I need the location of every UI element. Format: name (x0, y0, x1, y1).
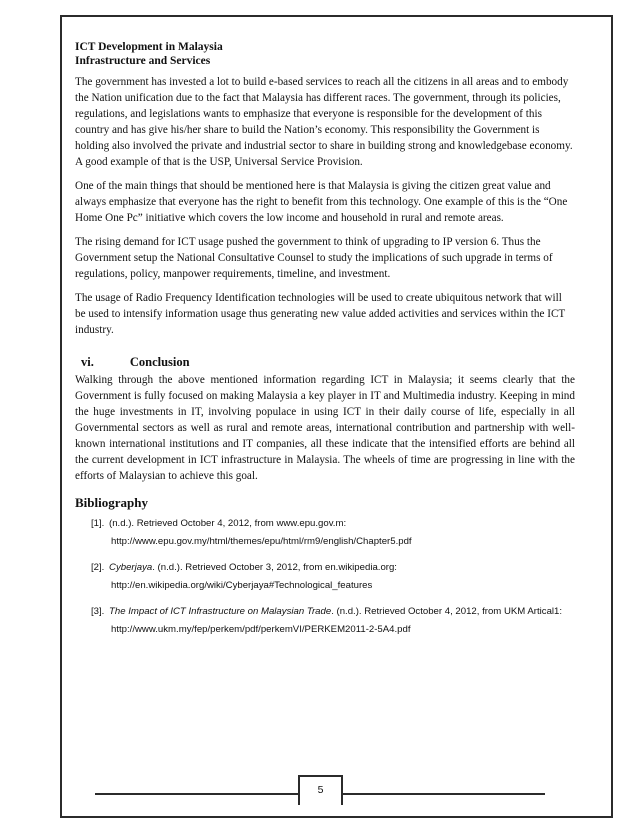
conclusion-number: vi. (81, 355, 94, 369)
bibliography-item-number: [3]. (91, 606, 105, 617)
conclusion-title: Conclusion (129, 355, 190, 369)
bibliography-item (75, 603, 575, 639)
section-subtitle: Infrastructure and Services (75, 55, 211, 67)
page-number: 5 (298, 775, 343, 805)
paragraph-one-home-one-pc: One of the main things that should be mentioned here is that Malaysia is giving the citizen great value and always emphasize that everyone has the right to benefit from this technology. One example of this is the “One Home One Pc” initiative which covers the low income and household in rural and remote areas. (75, 180, 568, 224)
footer-rule-left (95, 793, 298, 795)
bibliography-item-title: Cyberjaya (109, 562, 153, 573)
bibliography-item-text: . (n.d.). Retrieved October 3, 2012, from en.wikipedia.org: http://en.wikipedia.org/wiki/Cyberjaya#Technological_features (111, 562, 397, 591)
bibliography-title: Bibliography (75, 495, 148, 510)
bibliography-item-number: [2]. (91, 562, 105, 573)
paragraph-rfid: The usage of Radio Frequency Identification technologies will be used to create ubiquitous network that will be used to intensify information usage thus generating new value added activities and services within the ICT industry. (75, 292, 566, 336)
bibliography-item-number: [1]. (91, 518, 105, 529)
document-body (75, 40, 575, 647)
document-title: ICT Development in Malaysia (75, 41, 223, 53)
bibliography-item (75, 515, 575, 551)
footer-rule-right (343, 793, 545, 795)
bibliography-list (75, 515, 575, 639)
bibliography-item-title: The Impact of ICT Infrastructure on Malaysian Trade (109, 606, 332, 617)
conclusion-text: Walking through the above mentioned information regarding ICT in Malaysia; it seems clearly that the Government is fully focused on making Malaysia a key player in IT and Multimedia industry. Keeping in mind the huge investments in IT, involving populace in using ICT in their daily course of life, especially in all Governmental sectors as well as rural and remote areas, international contribution and partnership with well-known international institutions and IT companies, all these indicate that the intensified efforts are behind all the current development in ICT infrastructure in Malaysia. The wheels of time are progressing in line with the efforts of Malaysian to achieve this goal. (75, 374, 575, 482)
bibliography-item (75, 559, 575, 595)
bibliography-item-text: (n.d.). Retrieved October 4, 2012, from www.epu.gov.m: http://www.epu.gov.my/html/themes/epu/html/rm9/english/Chapter5.pdf (109, 518, 412, 547)
paragraph-usp: The government has invested a lot to build e-based services to reach all the citizens in all areas and to embody the Nation unification due to the fact that Malaysia has different races. The government, through its policies, regulations, and legislations wants to emphasize that everyone is responsible for the development of this country and has give his/her share to build the Nation’s economy. This responsibility the Government is holding also involved the private and industrial sector to share in building strong and knowledgebase economy. A good example of that is the USP, Universal Service Provision. (75, 76, 573, 168)
paragraph-ipv6: The rising demand for ICT usage pushed the government to think of upgrading to IP version 6. Thus the Government setup the National Consultative Counsel to study the implications of such upgrade in terms of regulations, policy, manpower requirements, timeline, and investment. (75, 236, 553, 280)
bibliography-item-text: . (n.d.). Retrieved October 4, 2012, from UKM Artical1: http://www.ukm.my/fep/perkem/pdf/perkemVI/PERKEM2011-2-5A4.pdf (111, 606, 563, 635)
conclusion-heading (75, 355, 575, 370)
